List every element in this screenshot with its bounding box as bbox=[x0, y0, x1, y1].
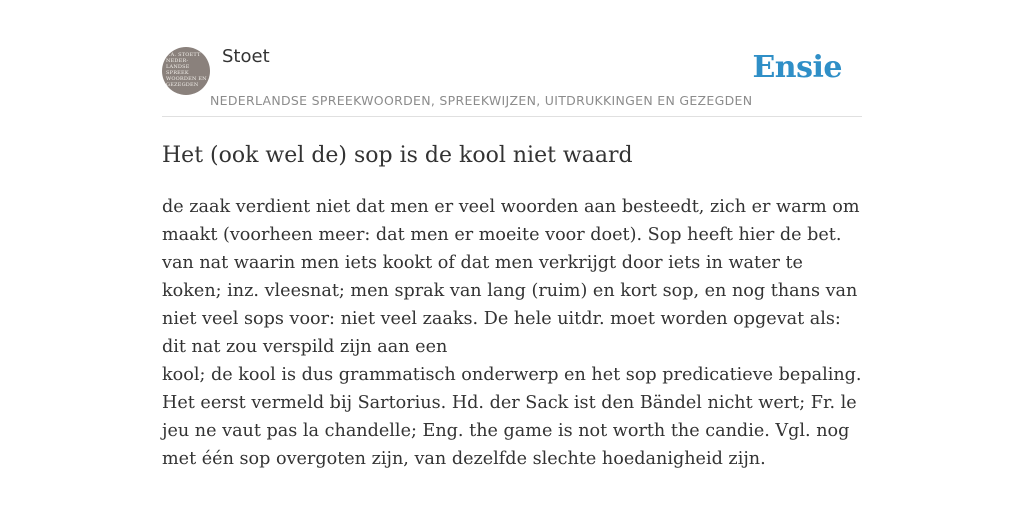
avatar-line: NEDER- bbox=[166, 58, 189, 64]
avatar-line: WOORDEN EN bbox=[166, 76, 207, 82]
source-subtitle[interactable]: NEDERLANDSE SPREEKWOORDEN, SPREEKWIJZEN, UITDRUKKINGEN EN GEZEGDEN bbox=[210, 93, 753, 108]
avatar-line: SPREEK bbox=[166, 70, 189, 76]
entry-card bbox=[162, 40, 862, 473]
entry-body bbox=[162, 193, 864, 473]
avatar-book-cover bbox=[166, 52, 210, 88]
entry-paragraph: de zaak verdient niet dat men er veel woorden aan besteedt, zich er warm om maakt (voorheen meer: dat men er moeite voor doet). Sop heeft hier de bet. van nat waarin men iets kookt of dat men verkrijgt door iets in water te koken; inz. vleesnat; men sprak van lang (ruim) en kort sop, en nog thans van niet veel sops voor: niet veel zaaks. De hele uitdr. moet worden opgevat als: dit nat zou verspild zijn aan een bbox=[162, 197, 860, 357]
author-name[interactable]: Stoet bbox=[222, 46, 270, 67]
entry-paragraph: kool; de kool is dus grammatisch onderwerp en het sop predicatieve bepaling. Het eerst vermeld bij Sartorius. Hd. der Sack ist den Bändel nicht wert; Fr. le jeu ne vaut pas la chandelle; Eng. the game is not worth the candie. Vgl. nog met één sop overgoten zijn, van dezelfde slechte hoedanigheid zijn. bbox=[162, 365, 862, 469]
brand-logo[interactable]: Ensie bbox=[752, 50, 842, 85]
avatar-line: LANDSE bbox=[166, 64, 190, 70]
avatar-line: F.A. STOETT bbox=[166, 52, 201, 58]
avatar-line: GEZEGDEN bbox=[166, 82, 199, 88]
avatar[interactable] bbox=[162, 47, 210, 95]
entry-title: Het (ook wel de) sop is de kool niet waard bbox=[162, 143, 633, 168]
entry-header bbox=[162, 40, 862, 117]
